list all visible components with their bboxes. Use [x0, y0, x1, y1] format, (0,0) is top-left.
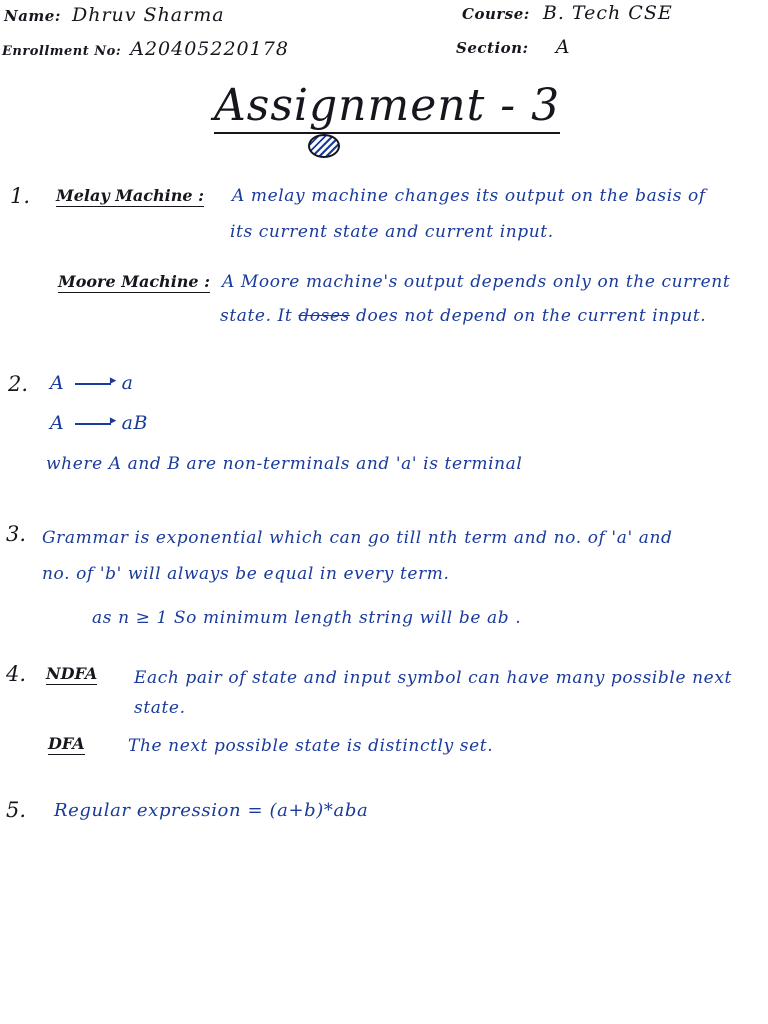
q3-line-2: no. of 'b' will always be equal in every term.: [42, 564, 450, 584]
moore-struck-word: doses: [298, 306, 350, 326]
q2-note: where A and B are non-terminals and 'a' is terminal: [46, 454, 523, 474]
name-field: [4, 6, 225, 25]
course-label: Course:: [462, 5, 530, 23]
ndfa-line-2: state.: [134, 698, 186, 718]
enrollment-field: [2, 40, 289, 59]
ndfa-term: NDFA: [46, 664, 98, 683]
dfa-term: DFA: [48, 734, 85, 753]
q5-number: 5.: [6, 798, 27, 822]
ink-scribble: [308, 134, 340, 158]
moore-line-2: [220, 308, 706, 325]
mealy-line-2: its current state and current input.: [230, 222, 554, 242]
section-label: Section:: [456, 39, 529, 57]
production-rule-1: [50, 374, 134, 393]
page-title: [214, 80, 561, 131]
section-field: [456, 38, 570, 57]
mealy-term: Melay Machine :: [56, 186, 205, 205]
q3-line-3: as n ≥ 1 So minimum length string will be ab .: [92, 608, 522, 628]
arrow-icon: [75, 383, 111, 385]
mealy-line-1: A melay machine changes its output on the basis of: [232, 186, 706, 206]
moore-line-2-end: does not depend on the current input.: [356, 306, 707, 326]
production-rule-2: [50, 414, 148, 433]
moore-line-2-start: state. It: [220, 306, 293, 326]
name-value: Dhruv Sharma: [71, 4, 225, 26]
name-label: Name:: [4, 7, 61, 25]
section-value: A: [555, 36, 571, 58]
title-text: Assignment - 3: [214, 80, 560, 134]
q1-number: 1.: [10, 184, 31, 208]
course-field: [462, 4, 673, 23]
course-value: B. Tech CSE: [542, 2, 673, 24]
regular-expression: Regular expression = (a+b)*aba: [54, 800, 369, 821]
q4-number: 4.: [6, 662, 27, 686]
moore-term: Moore Machine :: [58, 272, 211, 291]
rule-1-right: a: [121, 372, 134, 394]
ndfa-line-1: Each pair of state and input symbol can have many possible next: [134, 668, 732, 688]
enrollment-label: Enrollment No:: [2, 44, 122, 59]
q3-line-1: Grammar is exponential which can go till nth term and no. of 'a' and: [42, 528, 673, 548]
rule-1-left: A: [50, 372, 65, 394]
arrow-icon: [75, 423, 111, 425]
rule-2-left: A: [50, 412, 65, 434]
q3-number: 3.: [6, 522, 27, 546]
enrollment-value: A20405220178: [130, 38, 289, 60]
moore-line-1: A Moore machine's output depends only on the current: [222, 272, 731, 292]
rule-2-right: aB: [121, 412, 149, 434]
q2-number: 2.: [8, 372, 29, 396]
dfa-line: The next possible state is distinctly set.: [128, 736, 494, 756]
